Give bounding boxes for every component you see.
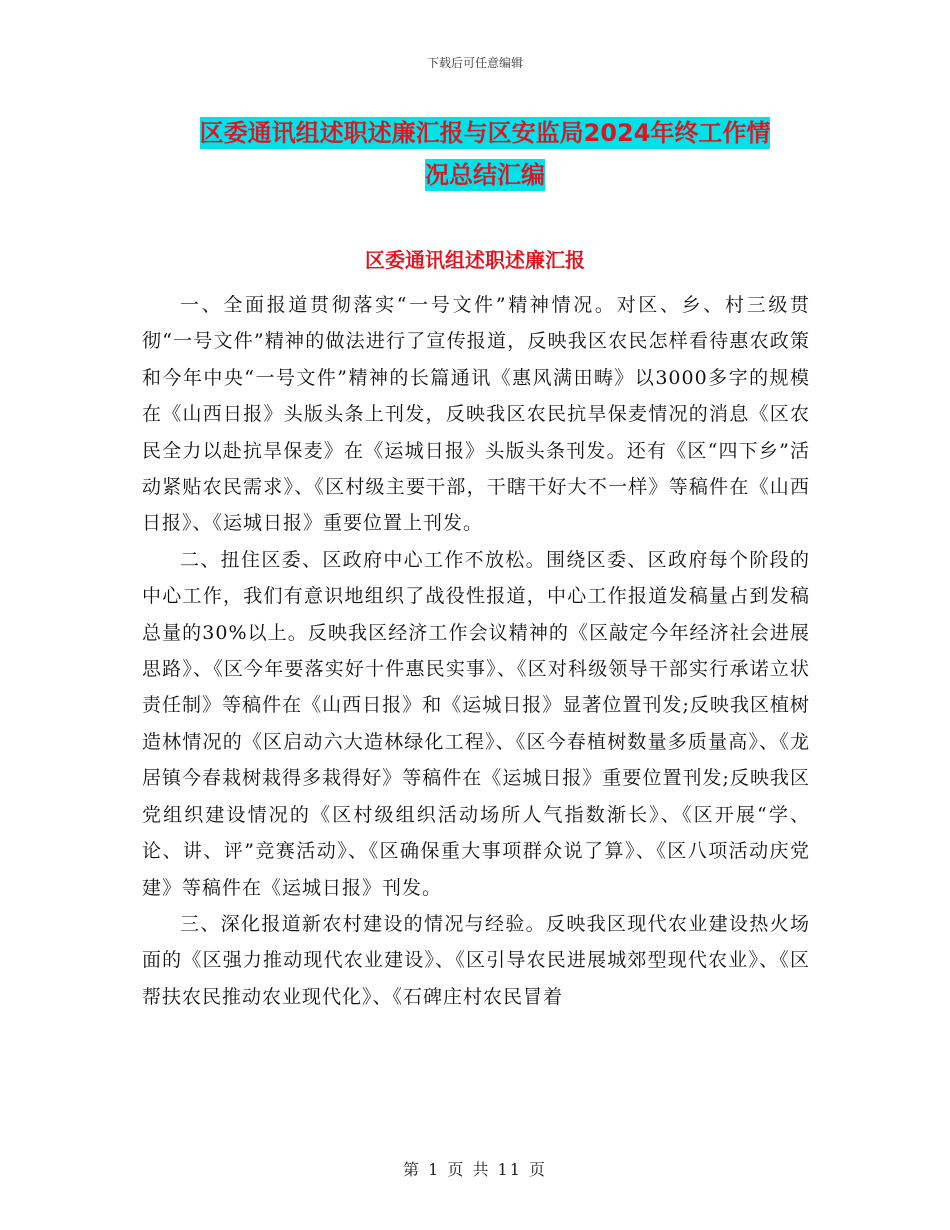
title-line-2: 况总结汇编 [425,161,545,189]
paragraph-3: 三、深化报道新农村建设的情况与经验。反映我区现代农业建设热火场面的《区强力推动现代农业建设》、《区引导农民进展城郊型现代农业》、《区帮扶农民推动农业现代化》、《石碑庄村农民冒着 [142,912,810,1008]
document-body [142,287,810,1015]
page-footer: 第 1 页 共 11 页 [403,1160,547,1179]
header-note: 下载后可任意编辑 [426,56,523,70]
title-line-1: 区委通讯组述职述廉汇报与区安监局2024年终工作情 [199,119,771,147]
section-title: 区委通讯组述职述廉汇报 [365,248,585,272]
paragraph-2: 二、扭住区委、区政府中心工作不放松。围绕区委、区政府每个阶段的中心工作，我们有意识地组织了战役性报道，中心工作报道发稿量占到发稿总量的30%以上。反映我区经济工作会议精神的《区敲定今年经济社会进展思路》、《区今年要落实好十件惠民实事》、《区对科级领导干部实行承诺立状责任制》等稿件在《山西日报》和《运城日报》显著位置刊发;反映我区植树造林情况的《区启动六大造林绿化工程》、《区今春植树数量多质量高》、《龙居镇今春栽树栽得多栽得好》等稿件在《运城日报》重要位置刊发;反映我区党组织建设情况的《区村级组织活动场所人气指数渐长》、《区开展“学、论、讲、评”竞赛活动》、《区确保重大事项群众说了算》、《区八项活动庆党建》等稿件在《运城日报》刊发。 [142,548,810,899]
document-title [140,112,830,196]
paragraph-1: 一、全面报道贯彻落实“一号文件”精神情况。对区、乡、村三级贯彻“一号文件”精神的做法进行了宣传报道，反映我区农民怎样看待惠农政策和今年中央“一号文件”精神的长篇通讯《惠风满田畴》以3000多字的规模在《山西日报》头版头条上刊发，反映我区农民抗旱保麦情况的消息《区农民全力以赴抗旱保麦》在《运城日报》头版头条刊发。还有《区“四下乡”活动紧贴农民需求》、《区村级主要干部，干瞎干好大不一样》等稿件在《山西日报》、《运城日报》重要位置上刊发。 [142,294,810,535]
